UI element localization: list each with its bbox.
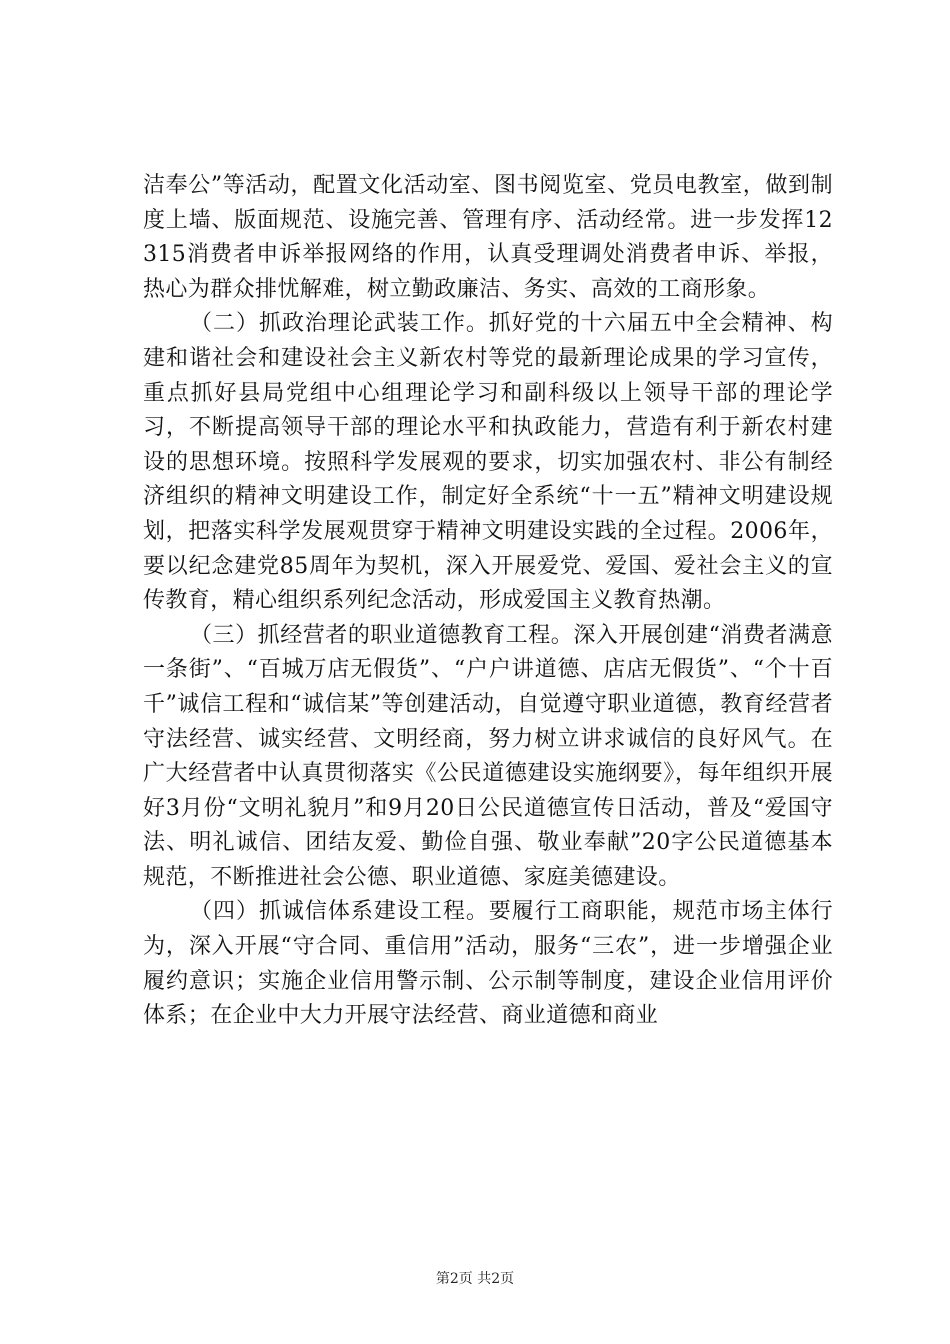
paragraph-continuation: 洁奉公”等活动，配置文化活动室、图书阅览室、党员电教室，做到制度上墙、版面规范、设施完善、管理有序、活动经常。进一步发挥12315消费者申诉举报网络的作用，认真受理调处消费者申诉、举报，热心为群众排忧解难，树立勤政廉洁、务实、高效的工商形象。 — [143, 173, 833, 302]
paragraph-section-3: （三）抓经营者的职业道德教育工程。深入开展创建“消费者满意一条街”、“百城万店无假货”、“户户讲道德、店店无假货”、“个十百千”诚信工程和“诚信某”等创建活动，自觉遵守职业道德，教育经营者守法经营、诚实经营、文明经商，努力树立讲求诚信的良好风气。在广大经营者中认真贯彻落实《公民道德建设实施纲要》，每年组织开展好3月份“文明礼貌月”和9月20日公民道德宣传日活动，普及“爱国守法、明礼诚信、团结友爱、勤俭自强、敬业奉献”20字公民道德基本规范，不断推进社会公德、职业道德、家庭美德建设。 — [143, 622, 833, 890]
page-number-footer: 第2页 共2页 — [435, 1271, 515, 1287]
body-text — [143, 169, 833, 1034]
paragraph-section-2: （二）抓政治理论武装工作。抓好党的十六届五中全会精神、构建和谐社会和建设社会主义新农村等党的最新理论成果的学习宣传，重点抓好县局党组中心组理论学习和副科级以上领导干部的理论学习，不断提高领导干部的理论水平和执政能力，营造有利于新农村建设的思想环境。按照科学发展观的要求，切实加强农村、非公有制经济组织的精神文明建设工作，制定好全系统“十一五”精神文明建设规划，把落实科学发展观贯穿于精神文明建设实践的全过程。2006年，要以纪念建党85周年为契机，深入开展爱党、爱国、爱社会主义的宣传教育，精心组织系列纪念活动，形成爱国主义教育热潮。 — [143, 311, 833, 614]
paragraph-section-4: （四）抓诚信体系建设工程。要履行工商职能，规范市场主体行为，深入开展“守合同、重信用”活动，服务“三农”，进一步增强企业履约意识；实施企业信用警示制、公示制等制度，建设企业信用评价体系；在企业中大力开展守法经营、商业道德和商业 — [143, 899, 833, 1029]
